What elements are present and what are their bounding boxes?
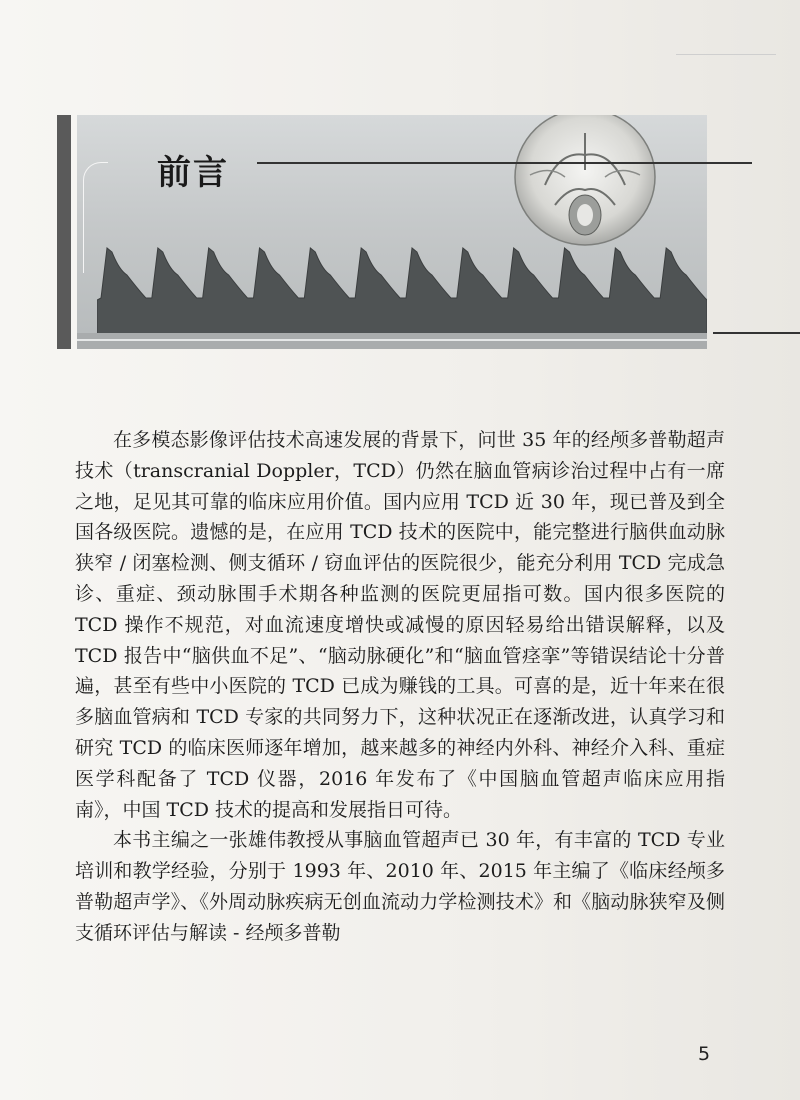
- doppler-waveform-graphic: [97, 240, 707, 333]
- title-rule: [257, 162, 752, 164]
- page-title: 前言: [157, 153, 229, 193]
- paragraph: 本书主编之一张雄伟教授从事脑血管超声已 30 年，有丰富的 TCD 专业培训和教学经验，分别于 1993 年、2010 年、2015 年主编了《临床经颅多普勒超声学》、《外周动脉疾病无创血流动力学检测技术》和《脑动脉狭窄及侧支循环评估与解读 - 经颅多普勒: [75, 829, 725, 944]
- banner-accent-bar: [57, 115, 71, 349]
- title-bracket-ornament: [83, 162, 108, 273]
- preface-banner: [57, 115, 747, 353]
- banner-base-strip: [77, 333, 707, 349]
- bleed-through-mark: [676, 54, 776, 55]
- banner-side-rule: [713, 332, 800, 334]
- skull-base-image: [510, 115, 660, 250]
- preface-body: [75, 425, 725, 949]
- paragraph: 在多模态影像评估技术高速发展的背景下，问世 35 年的经颅多普勒超声技术（transcranial Doppler，TCD）仍然在脑血管病诊治过程中占有一席之地，足见其可靠的临床应用价值。国内应用 TCD 近 30 年，现已普及到全国各级医院。遗憾的是，在应用 TCD 技术的医院中，能完整进行脑供血动脉狭窄 / 闭塞检测、侧支循环 / 窃血评估的医院很少，能充分利用 TCD 完成急诊、重症、颈动脉围手术期各种监测的医院更屈指可数。国内很多医院的 TCD 操作不规范，对血流速度增快或减慢的原因轻易给出错误解释，以及 TCD 报告中“脑供血不足”、“脑动脉硬化”和“脑血管痉挛”等错误结论十分普遍，甚至有些中小医院的 TCD 已成为赚钱的工具。可喜的是，近十年来在很多脑血管病和 TCD 专家的共同努力下，这种状况正在逐渐改进，认真学习和研究 TCD 的临床医师逐年增加，越来越多的神经内外科、神经介入科、重症医学科配备了 TCD 仪器，2016 年发布了《中国脑血管超声临床应用指南》，中国 TCD 技术的提高和发展指日可待。: [75, 429, 725, 821]
- page-number: 5: [698, 1043, 711, 1065]
- banner-base-line: [77, 339, 707, 341]
